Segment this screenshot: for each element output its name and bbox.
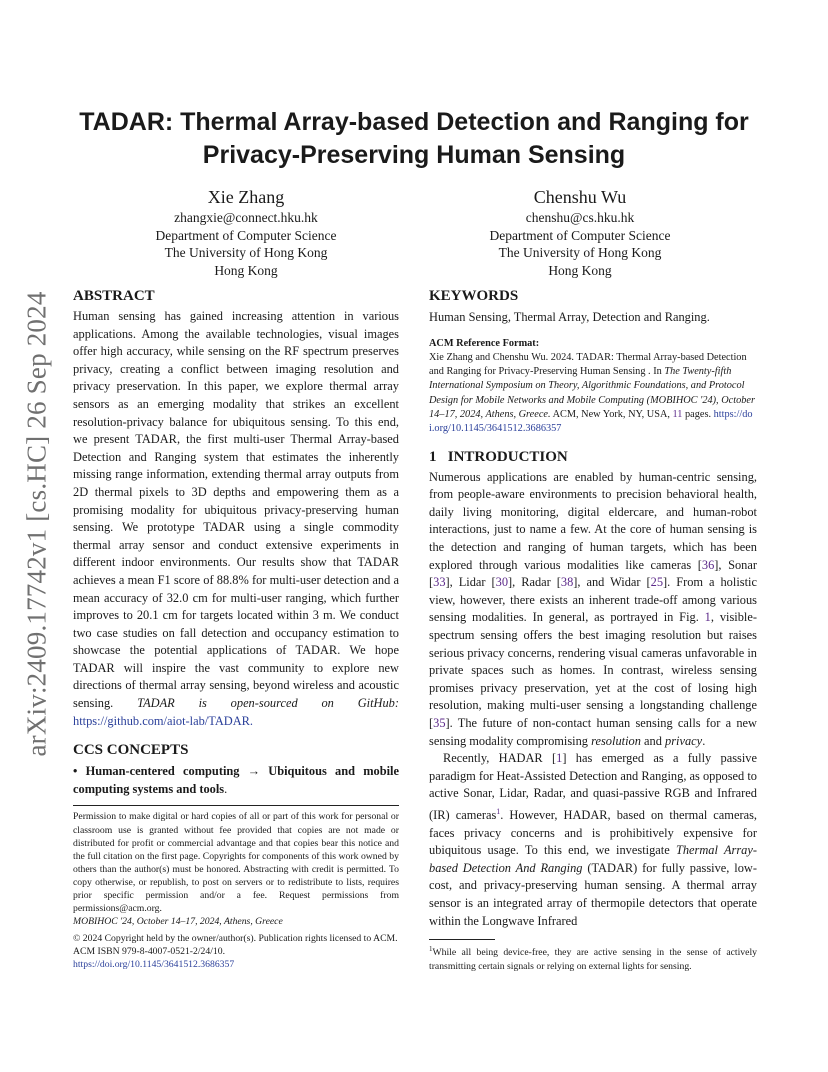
github-link[interactable]: https://github.com/aiot-lab/TADAR. — [73, 713, 254, 728]
citation-25[interactable]: 25 — [650, 575, 664, 590]
reference-authors-title: Xie Zhang and Chenshu Wu. 2024. TADAR: Thermal Array-based Detection and Ranging for Privacy-Preserving Human Sensing . In — [429, 351, 747, 378]
introduction-heading — [429, 447, 757, 467]
section-number: 1 — [429, 448, 437, 465]
left-column — [73, 286, 399, 972]
introduction-paragraph-1: Numerous applications are enabled by human-centric sensing, from people-aware environments to precision behavioral health, daily living monitoring, digital eldercare, and human-robot interactions, just to name a few. At the core of human sensing is the detection and ranging of human targets, which has been explored through various modalities like cameras [36], Sonar [33], Lidar [30], Radar [38], and Widar [25]. From a holistic view, however, there exists an inherent trade-off among various sensing modalities. In general, as portrayed in Fig. 1, visible-spectrum sensing offers the best imaging resolution but raises serious privacy concerns, rendering visual cameras unfavorable in private spaces such as homes. In contrast, wireless sensing promises privacy preservation, yet at the cost of losing high resolution, making multi-user sensing a longstanding challenge [35]. The future of non-contact human sensing calls for a new sensing modality compromising resolution and privacy. — [429, 469, 757, 748]
author-name: Xie Zhang — [207, 187, 285, 207]
ccs-body — [73, 763, 399, 798]
footnote-rule — [429, 939, 495, 940]
copyright-line: © 2024 Copyright held by the owner/author(s). Publication rights licensed to ACM. — [73, 933, 398, 945]
ccs-bullet: • — [73, 764, 78, 779]
author-university: The University of Hong Kong — [498, 245, 662, 261]
reference-venue: The Twenty-fifth International Symposium on Theory, Algorithmic Foundations, and Protocol Design for Mobile Networks and Mobile Computing (MOBIHOC '24), October 14–17, 2024, Athens, Greece. — [429, 366, 755, 421]
author-department: Department of Computer Science — [489, 227, 671, 243]
abstract-heading: ABSTRACT — [73, 288, 155, 304]
citation-1[interactable]: 1 — [556, 751, 563, 766]
author-location: Hong Kong — [548, 262, 612, 278]
citation-30[interactable]: 30 — [495, 575, 509, 590]
right-column — [429, 286, 757, 973]
doi-link[interactable]: https://doi.org/10.1145/3641512.3686357 — [73, 959, 235, 971]
author-email: chenshu@cs.hku.hk — [525, 210, 635, 225]
section-title: INTRODUCTION — [447, 448, 568, 465]
keywords-heading: KEYWORDS — [429, 288, 519, 304]
ccs-end: . — [224, 781, 228, 796]
author-name: Chenshu Wu — [533, 187, 627, 207]
keywords-text: Human Sensing, Thermal Array, Detection and Ranging. — [429, 310, 710, 324]
abstract-body — [73, 308, 399, 730]
author-email: zhangxie@connect.hku.hk — [174, 210, 318, 225]
permission-notice — [73, 810, 399, 971]
permission-text: Permission to make digital or hard copies of all or part of this work for personal or classroom use is granted without fee provided that copies are not made or distributed for profit or commercial advantage and that copies bear this notice and the full citation on the first page. Copyrights for components of this work owned by others than the author(s) must be honored. Abstracting with credit is permitted. To copy otherwise, or republish, to post on servers or to redistribute to lists, requires prior specific permission and/or a fee. Request permissions from permissions@acm.org. — [73, 811, 399, 915]
author-block-1 — [146, 185, 346, 279]
footnote-mark[interactable]: 1 — [496, 806, 501, 816]
permission-venue: MOBIHOC '24, October 14–17, 2024, Athens, Greece — [73, 916, 283, 928]
author-location: Hong Kong — [214, 262, 278, 278]
isbn-line: ACM ISBN 979-8-4007-0521-2/24/10. — [73, 946, 226, 958]
permission-rule — [73, 805, 399, 806]
citation-36[interactable]: 36 — [701, 557, 715, 572]
abstract-text: Human sensing has gained increasing attention in various applications. Among the available technologies, visual images offer high accuracy, while sensing on the RF spectrum preserves privacy, creating a conflict between imaging resolution and privacy preservation. In this paper, we explore thermal array sensors as an emerging modality that strikes an excellent resolution-privacy balance for ubiquitous sensing. To this end, we present TADAR, the first multi-user Thermal Array-based Detection and Ranging system that estimates the inherently missing range information, extending thermal array outputs from 2D thermal pixels to 3D depths and empowering them as a promising modality for ubiquitous privacy-preserving human sensing. We prototype TADAR using a single commodity thermal array sensor and conduct extensive experiments in different indoor environments. Our results show that TADAR achieves a mean F1 score of 88.8% for multi-user detection and a mean accuracy of 32.0 cm for multi-user ranging, which further improves to 20.1 cm for targets located within 3 m. We conduct two case studies on fall detection and occupancy estimation to showcase the potential applications of TADAR. We hope TADAR will inspire the vast community to explore new directions of thermal array sensing, beyond wireless and acoustic sensing. — [73, 309, 399, 711]
ccs-heading: CCS CONCEPTS — [73, 742, 189, 759]
footnote-text: While all being device-free, they are active sensing in the sense of actively transmitting certain signals or relying on external lights for sensing. — [429, 947, 757, 972]
abstract-opensource-note: TADAR is open-sourced on GitHub: — [137, 696, 399, 711]
introduction-paragraph-2: Recently, HADAR [1] has emerged as a fully passive paradigm for Heat-Assisted Detection and Ranging, as opposed to active Sonar, Lidar, Radar, and quasi-passive RGB and Infrared (IR) cameras$^1$. However, HADAR, based on thermal cameras, faces privacy concerns and is prohibitively expensive for ubiquitous usage. To this end, we investigate Thermal Array-based Detection And Ranging (TADAR) for fully passive, low-cost, and privacy-preserving human sensing. A thermal array sensor is an integrated array of thermopile detectors that operate within the Longwave Infrared — [429, 751, 757, 928]
footnote — [429, 943, 757, 972]
author-block-2 — [480, 185, 680, 279]
author-university: The University of Hong Kong — [164, 245, 328, 261]
paper-title: TADAR: Thermal Array-based Detection and Ranging for Privacy-Preserving Human Sensing — [79, 108, 749, 169]
citation-33[interactable]: 33 — [433, 575, 446, 590]
reference-pages-link[interactable]: 11 — [672, 409, 683, 421]
arxiv-identifier — [22, 288, 52, 760]
citation-35[interactable]: 35 — [433, 715, 446, 730]
acm-reference — [429, 337, 757, 437]
reference-pages-label: pages. — [685, 409, 712, 421]
figure-1-link[interactable]: 1 — [704, 610, 711, 625]
reference-text — [429, 351, 757, 437]
arxiv-id-text: arXiv:2409.17742v1 [cs.HC] 26 Sep 2024 — [21, 291, 52, 757]
author-department: Department of Computer Science — [155, 227, 337, 243]
citation-38[interactable]: 38 — [560, 575, 574, 590]
footnote-number: 1 — [429, 945, 433, 954]
reference-publisher: ACM, New York, NY, USA, — [552, 409, 670, 421]
reference-doi-link[interactable]: https://doi.org/10.1145/3641512.3686357 — [429, 409, 753, 435]
reference-heading: ACM Reference Format: — [429, 337, 540, 349]
ccs-concept: Human-centered computing → Ubiquitous and mobile computing systems and tools — [73, 764, 399, 796]
